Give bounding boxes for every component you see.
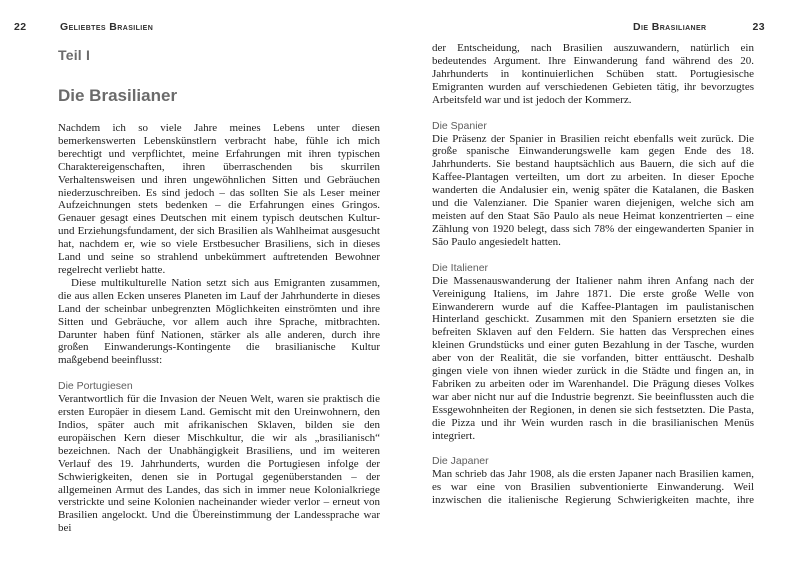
page-right-body	[432, 42, 754, 507]
body-paragraph: Die Massenauswanderung der Italiener nahm ihren Anfang nach der Vereinigung Italiens, im Jahre 1871. Die erste große Welle von Einwanderern wurde auf die Kaffee-Plantagen im paulistanischen Hinterland geschickt. Zusammen mit den Spaniern ersetzten sie die befreiten Sklaven auf den Feldern. Sie hatten das Versprechen eines kleinen Grundstücks und einer guten Bezahlung in der Tasche, wurden aber von der Realität, die sie vorfanden, bitter enttäuscht. Deshalb gingen viele von ihnen wieder zurück in die Städte und fingen an, in Fabriken zu arbeiten oder im Warenhandel. Die Prägung dieses Volkes war aber nicht nur auf die Industrie begrenzt. Sie beeinflussten auch die Essgewohnheiten der Regionen, in denen sie sich festsetzten. Die Pasta, die Pizza und ihr Wein wurden rasch in die brasilianischen Menüs integriert.	[432, 274, 754, 442]
section-subheading: Die Italiener	[432, 261, 489, 274]
body-paragraph: Nachdem ich so viele Jahre meines Lebens unter diesen bemerkenswerten Lebenskünstlern verbracht habe, fühle ich mich berechtigt und verpflichtet, meine Erfahrungen mit ihren typischen Charaktereigenschaften, ihren überraschenden bis skurrilen Verhaltensweisen und ihren ungewöhnlichen Sitten und Gebräuchen niederzuschreiben. Es sind jedoch – das sollten Sie als Leser meiner Aufzeichnungen stets bedenken – die Erfahrungen eines Gringos. Genauer gesagt eines Deutschen mit einem typisch deutschen Kultur- und Erziehungsfundament, der sich Brasilien als Wahlheimat ausgesucht hat, nachdem er, wie so viele Erstbesucher Brasiliens, sich in dieses Land und seine so strahlend unbekümmert auftretenden Bewohner regelrecht verliebt hatte.	[58, 122, 380, 276]
page-right	[397, 0, 794, 567]
page-right-content	[432, 42, 754, 507]
page-left-body	[58, 122, 380, 535]
chapter-title: Die Brasilianer	[58, 86, 178, 105]
body-paragraph: Die Präsenz der Spanier in Brasilien reicht ebenfalls weit zurück. Die große spanische Einwanderungswelle kam gegen Ende des 18. Jahrhunderts. Sie bestand hauptsächlich aus Bauern, die sich auf die Kaffee-Plantagen verteilten, um dort zu arbeiten. In dieser Epoche wanderten die Andalusier ein, wenig später die Katalanen, die Basken und die Valenzianer. Die Spanier waren diejenigen, welche sich am meisten auf den Staat São Paulo als neue Heimat konzentrierten – eine Zählung von 1920 belegt, dass sich 78% der eingewanderten Spanier in São Paulo angesiedelt hatten.	[432, 132, 754, 248]
body-paragraph: Verantwortlich für die Invasion der Neuen Welt, waren sie praktisch die ersten Europäer in diesem Land. Gemischt mit den Ureinwohnern, den Indios, später auch mit afrikanischen Sklaven, bilden sie den europäischen Kern dieser Mischkultur, die wir als „brasilianisch“ bezeichnen. Nach der Unabhängigkeit Brasiliens, und im weiteren Verlauf des 19. Jahrhunderts, wurden die Portugiesen infolge der Schwierigkeiten, denen sie in Portugal gegenüberstanden – der allgemeinen Armut des Landes, das sich in immer neue Kolonialkriege verstrickte und seine Kolonien nacheinander wieder verlor – erneut von Brasilien angelockt. Und die Übereinstimmung der Landessprache war bei	[58, 393, 380, 535]
part-title: Teil I	[58, 47, 91, 63]
body-paragraph: Man schrieb das Jahr 1908, als die ersten Japaner nach Brasilien kamen, es war eine von Brasilien subventionierte Einwanderung. Weil inzwischen die italienische Regierung Schwierigkeiten machte, ihre	[432, 468, 754, 507]
running-head-row-left	[14, 21, 153, 33]
section-subheading: Die Portugiesen	[58, 380, 133, 393]
body-paragraph: Diese multikulturelle Nation setzt sich aus Emigranten zusammen, die aus allen Ecken unseres Planeten im Lauf der Jahrhunderte in dieses Land der scheinbar unbegrenzten Möglichkeiten einströmten und ihre Sitten und Gebräuche, vor allem auch ihre Sprache, mitbrachten. Darunter haben fünf Nationen, stärker als alle anderen, durch ihre großen Einwanderungs-Kontingente die brasilianische Kultur maßgebend beeinflusst:	[58, 276, 380, 367]
page-number-right: 23	[752, 21, 765, 33]
section-subheading: Die Japaner	[432, 455, 489, 468]
page-number-left: 22	[14, 21, 27, 33]
running-head-right: Die Brasilianer	[633, 21, 707, 33]
running-head-left: Geliebtes Brasilien	[60, 21, 154, 33]
section-subheading: Die Spanier	[432, 119, 487, 132]
page-left-content	[58, 47, 380, 535]
body-paragraph: der Entscheidung, nach Brasilien auszuwandern, natürlich ein bedeutendes Argument. Ihre Einwanderung fand während des 20. Jahrhunderts in kontinuierlichen Schüben statt. Portugiesische Emigranten wurden auf verschiedenen Gebieten tätig, ihr bevorzugtes Arbeitsfeld war und ist jedoch der Kommerz.	[432, 42, 754, 106]
running-head-row-right	[633, 21, 765, 33]
